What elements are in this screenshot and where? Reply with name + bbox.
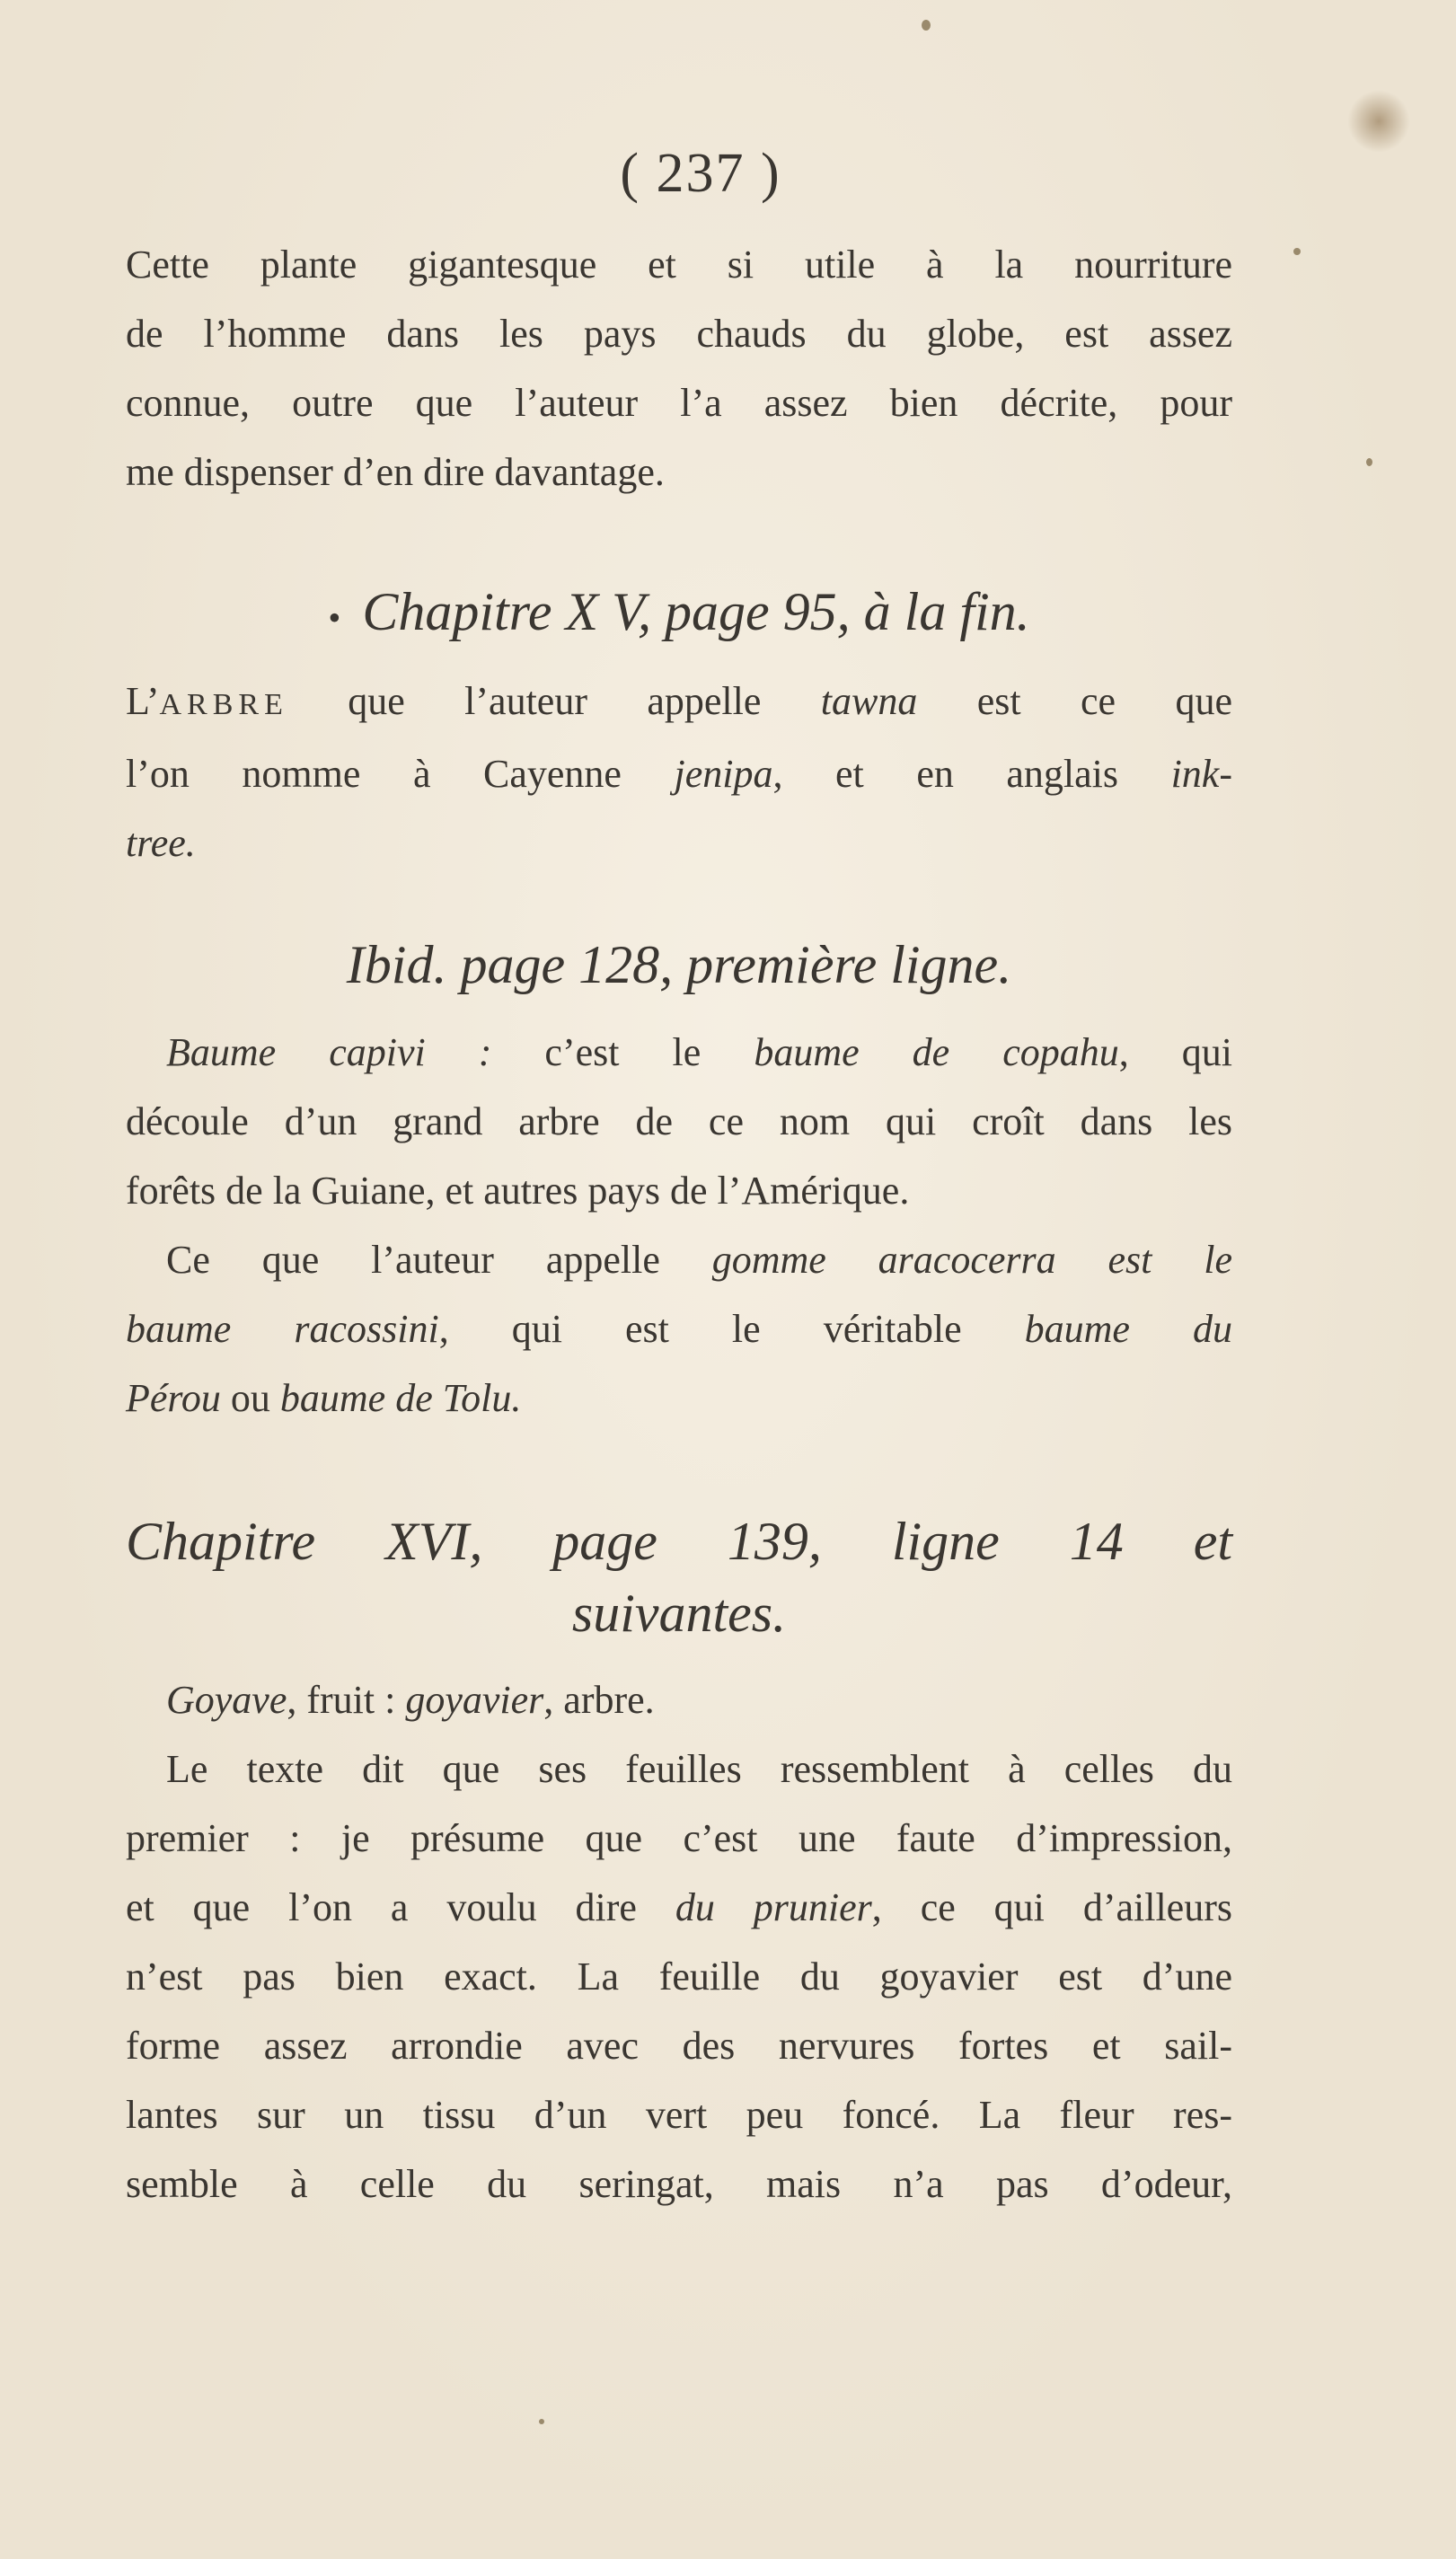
text-line: connue, outre que l’auteur l’a assez bien décrite, pour [126,381,1232,425]
text-line: Le texte dit que ses feuilles ressemblent à celles du [166,1747,1232,1791]
italic-term: baume du [1024,1307,1232,1351]
text-line: baume racossini, qui est le véritable baume du [126,1307,1232,1351]
text-line: forme assez arrondie avec des nervures fortes et sail- [126,2024,1232,2068]
paragraph-intro [126,230,1232,507]
italic-term: jenipa [674,752,773,796]
italic-term: du prunier [675,1885,872,1929]
text-line: l’on nomme à Cayenne jenipa, et en anglais ink- [126,752,1232,796]
bullet-mark: • [328,597,341,638]
text-line: Goyave, fruit : goyavier, arbre. [166,1678,655,1722]
text-line: Pérou ou baume de Tolu. [126,1376,522,1420]
italic-term: gomme aracocerra est le [711,1238,1233,1282]
italic-term: baume de copahu [754,1030,1119,1074]
text-line: Cette plante gigantesque et si utile à la nourriture [126,243,1232,287]
heading-text: Chapitre X V, page 95, à la fin. [362,582,1030,641]
italic-term: baume racossini [126,1307,439,1351]
text-line: semble à celle du seringat, mais n’a pas d’odeur, [126,2162,1232,2206]
ink-spot [1293,248,1301,255]
ink-spot [539,2419,544,2424]
text-line: Ce que l’auteur appelle gomme aracocerra est le [166,1238,1233,1282]
text-line: lantes sur un tissu d’un vert peu foncé. La fleur res- [126,2093,1232,2137]
ink-spot [1366,458,1372,466]
heading-line: Chapitre XVI, page 139, ligne 14 et [126,1512,1232,1571]
paragraph-tawna [126,666,1232,878]
text-line: L’ARBRE que l’auteur appelle tawna est ce que [126,679,1232,723]
small-caps-word: ARBRE [159,688,288,721]
text-line: Baume capivi : c’est le baume de copahu, qui [166,1030,1232,1074]
text-line: premier : je présume que c’est une faute d’impression, [126,1816,1232,1860]
text-line: me dispenser d’en dire davantage. [126,450,665,494]
text-line: forêts de la Guiane, et autres pays de l’Amérique. [126,1169,910,1213]
section-heading: Ibid. page 128, première ligne. [346,935,1012,994]
italic-term: Pérou [126,1376,221,1420]
paragraph-baume [126,1018,1232,1433]
text-line: n’est pas bien exact. La feuille du goyavier est d’une [126,1955,1232,1999]
section-heading [126,1505,1232,1649]
section-heading [126,576,1232,654]
page-number: ( 237 ) [620,143,781,204]
heading-line: suivantes. [571,1584,787,1643]
ink-spot [922,20,931,31]
italic-term: tree. [126,821,196,865]
text-line: et que l’on a voulu dire du prunier, ce qui d’ailleurs [126,1885,1232,1929]
italic-term: ink- [1170,752,1232,796]
text-line [126,808,1232,878]
paragraph-goyave [126,1665,1232,2219]
text-line: de l’homme dans les pays chauds du globe, est assez [126,312,1232,356]
text-line: découle d’un grand arbre de ce nom qui croît dans les [126,1099,1232,1143]
italic-term: goyavier [405,1678,544,1722]
italic-term: Goyave [166,1678,287,1722]
italic-term: baume de Tolu. [279,1376,522,1420]
italic-term: tawna [820,679,918,723]
italic-term: Baume capivi : [166,1030,492,1074]
